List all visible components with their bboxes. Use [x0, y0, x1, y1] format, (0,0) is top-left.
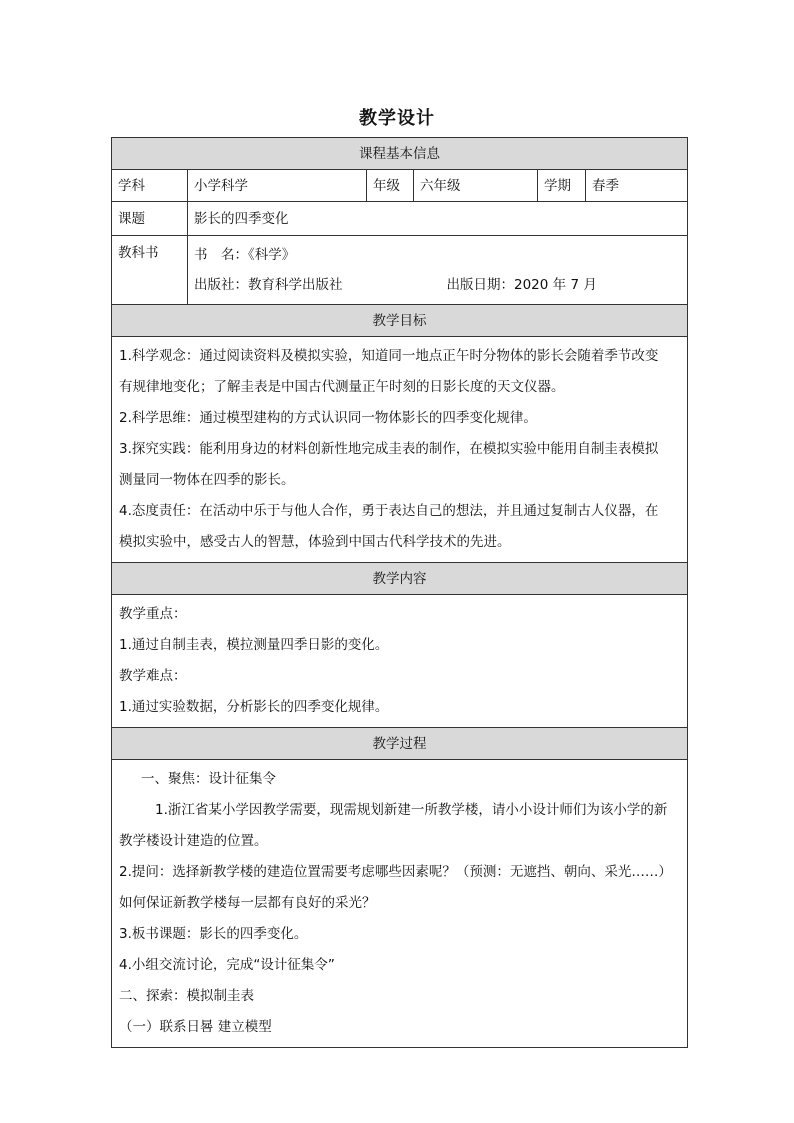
term-value: 春季 — [586, 170, 688, 202]
process-line: （一）联系日晷 建立模型 — [119, 1019, 272, 1035]
objective-line: 2.科学思维：通过模型建构的方式认识同一物体影长的四季变化规律。 — [119, 410, 537, 426]
process-line: 3.板书课题：影长的四季变化。 — [119, 926, 308, 942]
book-name: 书 名：《科学》 — [194, 247, 296, 263]
content-line: 教学难点： — [119, 668, 187, 684]
document-title: 教学设计 — [359, 108, 435, 129]
content-block — [112, 595, 688, 728]
topic-row — [112, 202, 688, 236]
objective-line: 4.态度责任：在活动中乐于与他人合作，勇于表达自己的想法，并且通过复制古人仪器，在 — [119, 503, 659, 519]
objective-line: 测量同一物体在四季的影长。 — [119, 472, 295, 488]
process-line: 4.小组交流讨论，完成“设计征集令” — [119, 957, 335, 973]
textbook-row — [112, 236, 688, 305]
section-header-basic-info: 课程基本信息 — [112, 138, 688, 170]
grade-value: 六年级 — [414, 170, 538, 202]
content-line: 1.通过自制圭表，模拉测量四季日影的变化。 — [119, 637, 389, 653]
process-line: 一、聚焦：设计征集令 — [141, 771, 276, 787]
content-row — [112, 595, 688, 728]
objective-line: 模拟实验中，感受古人的智慧，体验到中国古代科学技术的先进。 — [119, 534, 511, 550]
subject-label: 学科 — [112, 170, 188, 202]
section-process-row — [112, 728, 688, 760]
section-objectives-row — [112, 305, 688, 337]
subject-row — [112, 170, 688, 202]
process-line: 二、探索：模拟制圭表 — [119, 988, 254, 1004]
term-label: 学期 — [538, 170, 586, 202]
content-line: 教学重点： — [119, 606, 187, 622]
objectives-row — [112, 337, 688, 563]
section-header-objectives: 教学目标 — [112, 305, 688, 337]
objective-line: 有规律地变化；了解圭表是中国古代测量正午时刻的日影长度的天文仪器。 — [119, 379, 565, 395]
process-line: 教学楼设计建造的位置。 — [119, 833, 268, 849]
textbook-label: 教科书 — [112, 236, 188, 305]
objective-line: 3.探究实践：能利用身边的材料创新性地完成圭表的制作，在模拟实验中能用自制圭表模拟 — [119, 441, 659, 457]
grade-label: 年级 — [367, 170, 414, 202]
topic-value: 影长的四季变化 — [188, 202, 688, 236]
section-content-row — [112, 563, 688, 595]
process-row — [112, 760, 688, 1048]
content-line: 1.通过实验数据，分析影长的四季变化规律。 — [119, 699, 389, 715]
publisher: 出版社：教育科学出版社 — [194, 277, 343, 293]
lesson-design-table — [111, 137, 688, 1048]
process-line: 如何保证新教学楼每一层都有良好的采光？ — [119, 895, 376, 911]
textbook-details — [188, 236, 688, 305]
section-basic-info-row — [112, 138, 688, 170]
topic-label: 课题 — [112, 202, 188, 236]
objective-line: 1.科学观念：通过阅读资料及模拟实验，知道同一地点正午时分物体的影长会随着季节改变 — [119, 348, 659, 364]
publish-date: 出版日期：2020 年 7 月 — [446, 277, 597, 293]
section-header-process: 教学过程 — [112, 728, 688, 760]
process-block — [112, 760, 688, 1048]
subject-value: 小学科学 — [188, 170, 367, 202]
section-header-content: 教学内容 — [112, 563, 688, 595]
process-line: 1.浙江省某小学因教学需要，现需规划新建一所教学楼，请小小设计师们为该小学的新 — [155, 802, 668, 818]
process-line: 2.提问：选择新教学楼的建造位置需要考虑哪些因素呢？（预测：无遮挡、朝向、采光……） — [119, 864, 672, 880]
objectives-block — [112, 337, 688, 563]
